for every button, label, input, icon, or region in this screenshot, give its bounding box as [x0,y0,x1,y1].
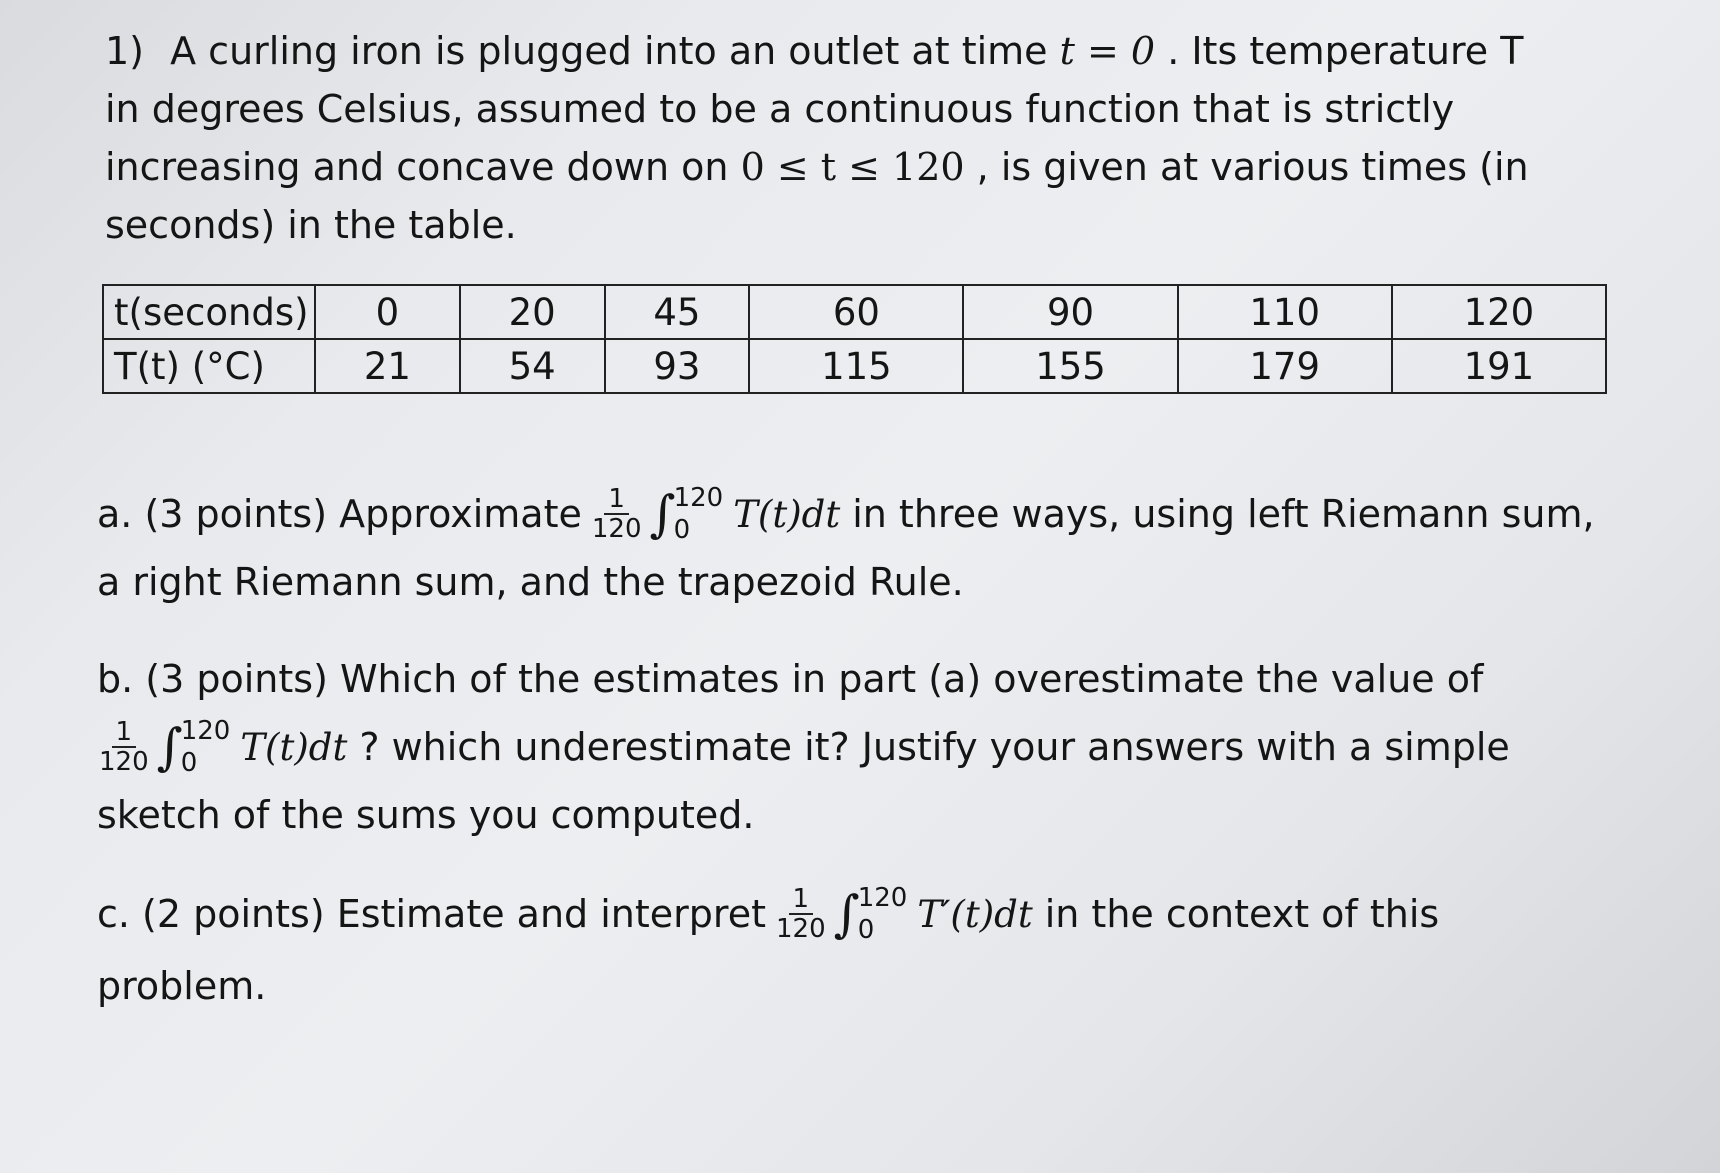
upper-limit: 120 [857,883,908,913]
fraction-one-over-120 [97,718,151,776]
integral-sign-icon: ∫ [833,885,860,943]
lower-limit: 0 [673,515,691,545]
row-header-temperature: T(t) (°C) [103,339,315,393]
upper-limit: 120 [673,483,724,513]
part-c-prefix: c. (2 points) Estimate and interpret [97,892,766,936]
integrand: T(t)dt [240,725,348,769]
part-b [97,645,1617,849]
integral-sign-icon: ∫ [649,485,676,543]
table-cell: 54 [460,339,605,393]
table-cell: 20 [460,285,605,339]
table-cell: 45 [605,285,750,339]
part-c-line2-text: problem. [97,964,267,1008]
time-zero-expression: t = 0 [1059,29,1156,73]
fraction-numerator: 1 [112,718,137,748]
table-cell: 90 [963,285,1177,339]
integrand: T(t)dt [733,492,841,536]
part-a-line-1 [97,480,1617,548]
table-row-temperature [103,339,1606,393]
table-cell: 179 [1178,339,1392,393]
fraction-one-over-120 [774,885,828,943]
table-cell: 110 [1178,285,1392,339]
part-b-line-3 [97,781,1617,849]
part-c [97,880,1617,1020]
lower-limit: 0 [857,915,875,945]
definite-integral [157,716,231,778]
intro-text-3: , is given at various times (in seconds) in the table. [105,145,1529,247]
problem-statement [105,22,1565,254]
part-a-prefix: a. (3 points) Approximate [97,492,582,536]
integral-limits [181,716,231,778]
integrand: T′(t)dt [917,892,1033,936]
row-header-time: t(seconds) [103,285,315,339]
intro-text-1: A curling iron is plugged into an outlet at time [170,29,1048,73]
table-cell: 155 [963,339,1177,393]
definite-integral [650,483,724,545]
lower-limit: 0 [180,748,198,778]
problem-number: 1) [105,29,145,73]
part-a-line2-text: a right Riemann sum, and the trapezoid Rule. [97,560,964,604]
temperature-table [102,284,1607,394]
part-b-line1-text: b. (3 points) Which of the estimates in part (a) overestimate the value of [97,657,1484,701]
table-cell: 21 [315,339,460,393]
intro-text-2: . Its temperature T in degrees Celsius, assumed to be a continuous function that is strictly increasing and concave down on [105,29,1524,189]
table-cell: 115 [749,339,963,393]
upper-limit: 120 [180,716,231,746]
part-c-suffix: in the context of this [1044,892,1440,936]
fraction-denominator: 120 [591,514,642,544]
integral-limits [674,483,724,545]
definite-integral [834,883,908,945]
table-cell: 120 [1392,285,1606,339]
table-row-time [103,285,1606,339]
part-b-line-1 [97,645,1617,713]
table-cell: 191 [1392,339,1606,393]
part-a-line-2 [97,548,1617,616]
fraction-denominator: 120 [775,914,826,944]
part-a [97,480,1617,616]
fraction-denominator: 120 [99,747,149,777]
table-cell: 0 [315,285,460,339]
part-b-line-2 [97,713,1617,781]
fraction-numerator: 1 [604,485,629,515]
interval-expression: 0 ≤ t ≤ 120 [740,145,965,189]
part-b-suffix: ? which underestimate it? Justify your answers with a simple [359,725,1510,769]
fraction-one-over-120 [590,485,644,543]
table-cell: 93 [605,339,750,393]
fraction-numerator: 1 [789,885,814,915]
part-a-suffix: in three ways, using left Riemann sum, [852,492,1595,536]
part-c-line-2 [97,952,1617,1020]
integral-limits [858,883,908,945]
table-cell: 60 [749,285,963,339]
integral-sign-icon: ∫ [156,718,183,776]
part-b-line3-text: sketch of the sums you computed. [97,793,755,837]
part-c-line-1 [97,880,1617,948]
